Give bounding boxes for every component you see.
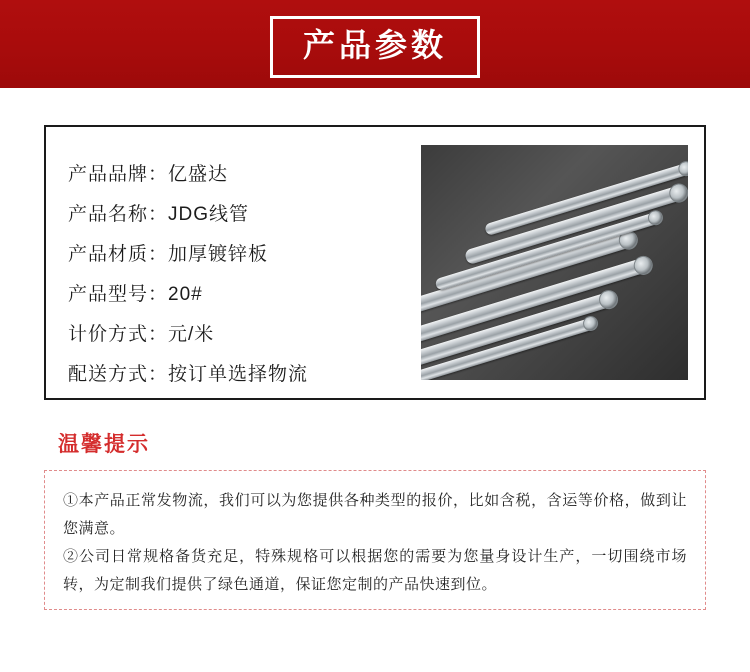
- spec-value: 元/米: [168, 324, 215, 345]
- spec-label: 产品名称：: [68, 204, 169, 225]
- tip-line: ①本产品正常发物流，我们可以为您提供各种类型的报价，比如含税，含运等价格，做到让您满意。: [63, 492, 687, 537]
- spec-panel-inner: [46, 127, 704, 398]
- spec-label: 计价方式：: [68, 324, 169, 345]
- spec-row: [68, 195, 413, 235]
- spec-value: JDG线管: [168, 204, 250, 225]
- spec-row: [68, 275, 413, 315]
- tips-title: 温馨提示: [58, 433, 150, 456]
- spec-label: 产品材质：: [68, 244, 169, 265]
- spec-label: 配送方式：: [68, 364, 169, 385]
- product-spec-panel: [44, 125, 706, 400]
- spec-value: 按订单选择物流: [168, 364, 309, 385]
- spec-value: 20#: [168, 284, 203, 305]
- spec-row: [68, 155, 413, 195]
- tip-line: ②公司日常规格备货充足，特殊规格可以根据您的需要为您量身设计生产，一切围绕市场转，为定制我们提供了绿色通道，保证您定制的产品快速到位。: [63, 548, 687, 593]
- spec-row: [68, 355, 413, 395]
- spec-row: [68, 315, 413, 355]
- spec-label: 产品品牌：: [68, 164, 169, 185]
- page-header-banner: [0, 0, 750, 88]
- spec-list: [68, 145, 413, 385]
- spec-label: 产品型号：: [68, 284, 169, 305]
- banner-title-frame: [270, 16, 480, 78]
- tips-box: [44, 470, 706, 610]
- spec-value: 加厚镀锌板: [168, 244, 269, 265]
- page-title: 产品参数: [302, 27, 448, 63]
- product-photo: [421, 145, 688, 380]
- spec-row: [68, 235, 413, 275]
- spec-value: 亿盛达: [168, 164, 229, 185]
